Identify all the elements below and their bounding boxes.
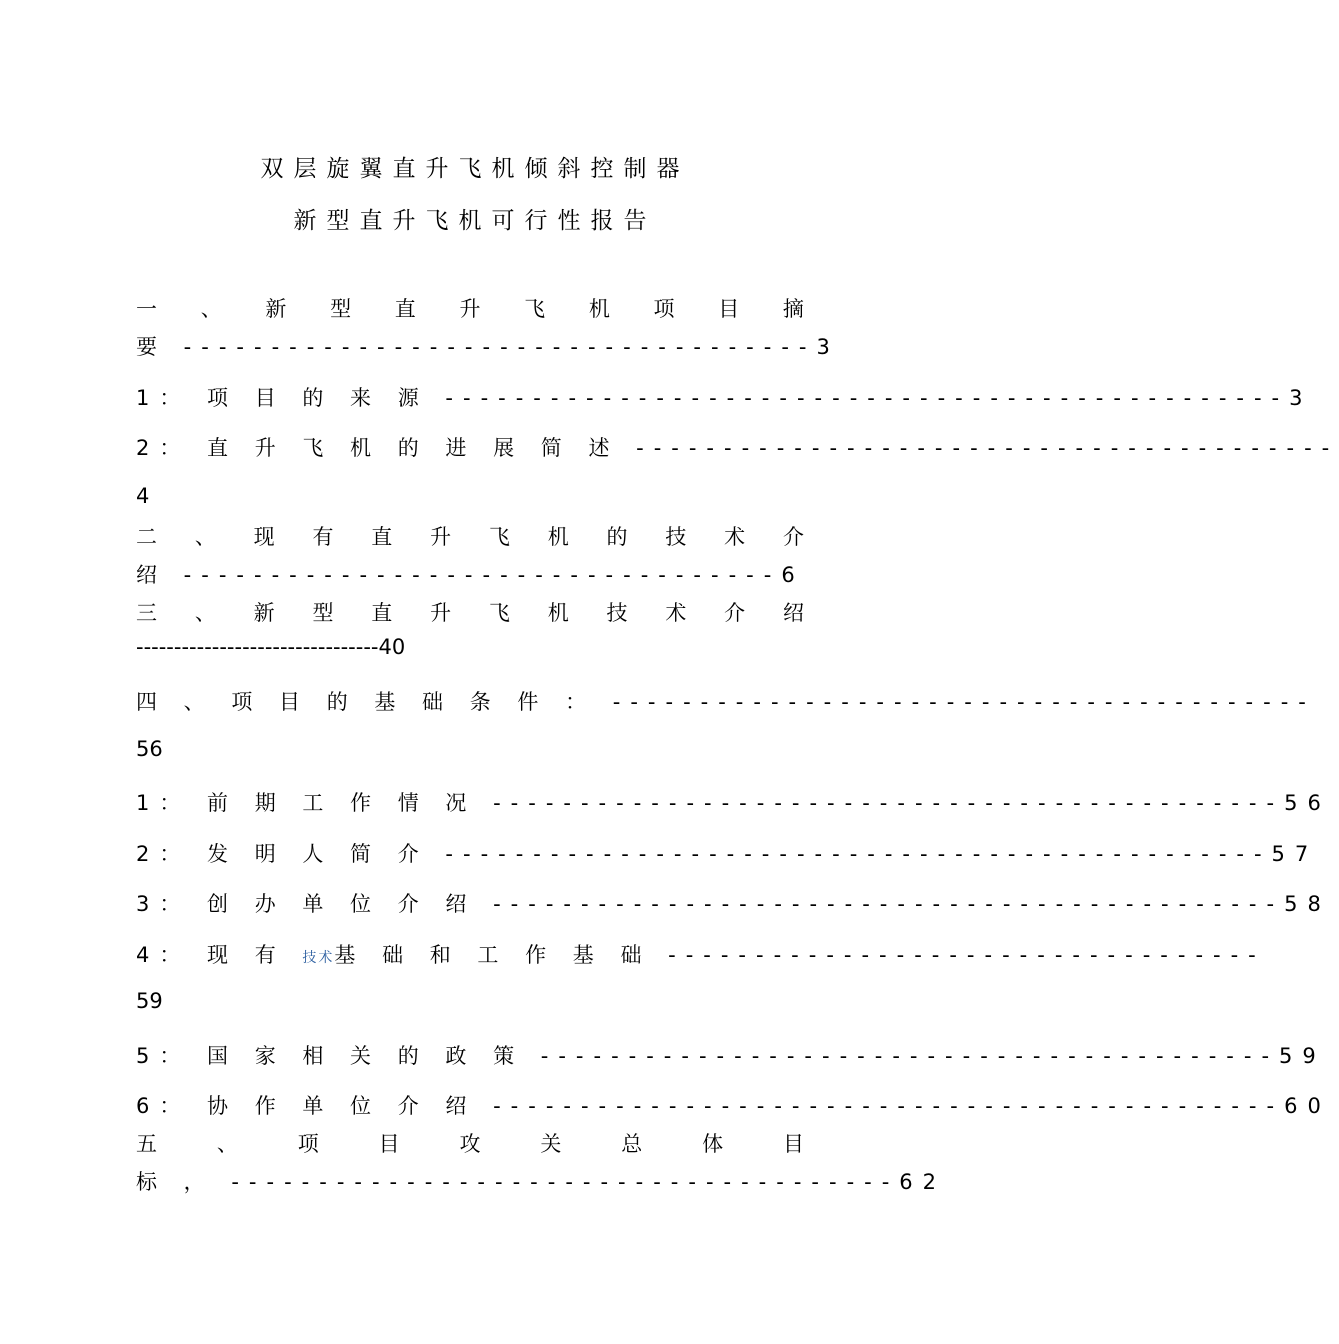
s1-heading-char: 飞 [524, 297, 546, 321]
s1-heading-char: 型 [330, 297, 352, 321]
s2-heading-char: 术 [724, 525, 746, 549]
s2-heading-char: 飞 [488, 525, 510, 549]
toc-entry-4-1: 1： 前 期 工 作 情 况 ---------------------------------------------56 [136, 791, 1331, 815]
s2-heading-char: 技 [665, 525, 687, 549]
toc-entry-1-2-page: 4 [136, 484, 150, 508]
s1-heading-char: 、 [200, 297, 222, 321]
toc-entry-4-4-prefix: 4： 现 有 [136, 943, 303, 967]
s5-heading-char: 、 [216, 1132, 238, 1156]
s3-heading-char: 、 [194, 601, 216, 625]
s2-heading-char: 、 [194, 525, 216, 549]
s1-heading-char: 一 [136, 297, 157, 321]
s5-heading-char: 体 [702, 1132, 724, 1156]
s3-heading-char: 三 [136, 601, 157, 625]
s2-heading-char: 机 [547, 525, 569, 549]
s5-heading-char: 总 [621, 1132, 643, 1156]
s1-heading-char: 项 [653, 297, 675, 321]
toc-entry-4-5: 5： 国 家 相 关 的 政 策 ------------------------------------------59 [136, 1044, 1326, 1068]
s3-heading-char: 飞 [488, 601, 510, 625]
s2-heading-char: 介 [782, 525, 804, 549]
s2-heading-char: 二 [136, 525, 157, 549]
s3-heading-char: 机 [547, 601, 569, 625]
toc-entry-4-4-suffix: 基 础 和 工 作 基 础 ---------------------------------- [334, 943, 1266, 967]
toc-entry-1-1: 1： 项 目 的 来 源 ------------------------------------------------3 [136, 386, 1313, 410]
toc-entry-section-4: 四 、 项 目 的 基 础 条 件 ： ---------------------------------------- [136, 690, 1316, 714]
s1-heading-char: 升 [459, 297, 481, 321]
toc-entry-section-5 [136, 1128, 804, 1158]
toc-entry-section-5-tail: 标 ， --------------------------------------62 [136, 1170, 947, 1194]
document-title: 双层旋翼直升飞机倾斜控制器 [260, 156, 690, 182]
s2-heading-char: 升 [430, 525, 452, 549]
toc-entry-section-3-tail: --------------------------------40 [136, 635, 406, 659]
s3-heading-char: 型 [312, 601, 334, 625]
s3-heading-char: 介 [724, 601, 746, 625]
s5-heading-char: 五 [136, 1132, 157, 1156]
s1-heading-char: 直 [394, 297, 416, 321]
toc-entry-section-4-page: 56 [136, 737, 163, 761]
s5-heading-char: 攻 [459, 1132, 481, 1156]
s2-heading-char: 直 [371, 525, 393, 549]
s3-heading-char: 新 [253, 601, 275, 625]
s1-heading-char: 机 [588, 297, 610, 321]
s3-heading-char: 技 [606, 601, 628, 625]
toc-entry-section-3 [136, 597, 804, 627]
s1-heading-char: 摘 [782, 297, 804, 321]
toc-entry-1-2: 2： 直 升 飞 机 的 进 展 简 述 ---------------------------------------- [136, 436, 1339, 460]
s3-heading-char: 绍 [782, 601, 804, 625]
s3-heading-char: 升 [430, 601, 452, 625]
toc-entry-4-4 [136, 939, 1266, 969]
s2-heading-char: 的 [606, 525, 628, 549]
toc-entry-section-1-tail: 要 ------------------------------------3 [136, 335, 840, 359]
toc-entry-section-2-tail: 绍 ----------------------------------6 [136, 563, 805, 587]
s1-heading-char: 新 [265, 297, 287, 321]
s3-heading-char: 术 [665, 601, 687, 625]
toc-entry-4-4-page: 59 [136, 989, 163, 1013]
toc-entry-section-1 [136, 293, 804, 323]
s1-heading-char: 目 [718, 297, 740, 321]
s5-heading-char: 关 [540, 1132, 562, 1156]
s2-heading-char: 现 [253, 525, 275, 549]
s5-heading-char: 目 [378, 1132, 400, 1156]
toc-entry-4-4-small-text: 技术 [302, 950, 335, 966]
s5-heading-char: 项 [297, 1132, 319, 1156]
s2-heading-char: 有 [312, 525, 334, 549]
toc-entry-4-3: 3： 创 办 单 位 介 绍 ---------------------------------------------58 [136, 892, 1331, 916]
s5-heading-char: 目 [783, 1132, 804, 1156]
document-subtitle: 新型直升飞机可行性报告 [293, 208, 657, 234]
toc-entry-section-2 [136, 521, 804, 551]
toc-entry-4-2: 2： 发 明 人 简 介 -----------------------------------------------57 [136, 842, 1319, 866]
toc-entry-4-6: 6： 协 作 单 位 介 绍 ---------------------------------------------60 [136, 1094, 1331, 1118]
s3-heading-char: 直 [371, 601, 393, 625]
